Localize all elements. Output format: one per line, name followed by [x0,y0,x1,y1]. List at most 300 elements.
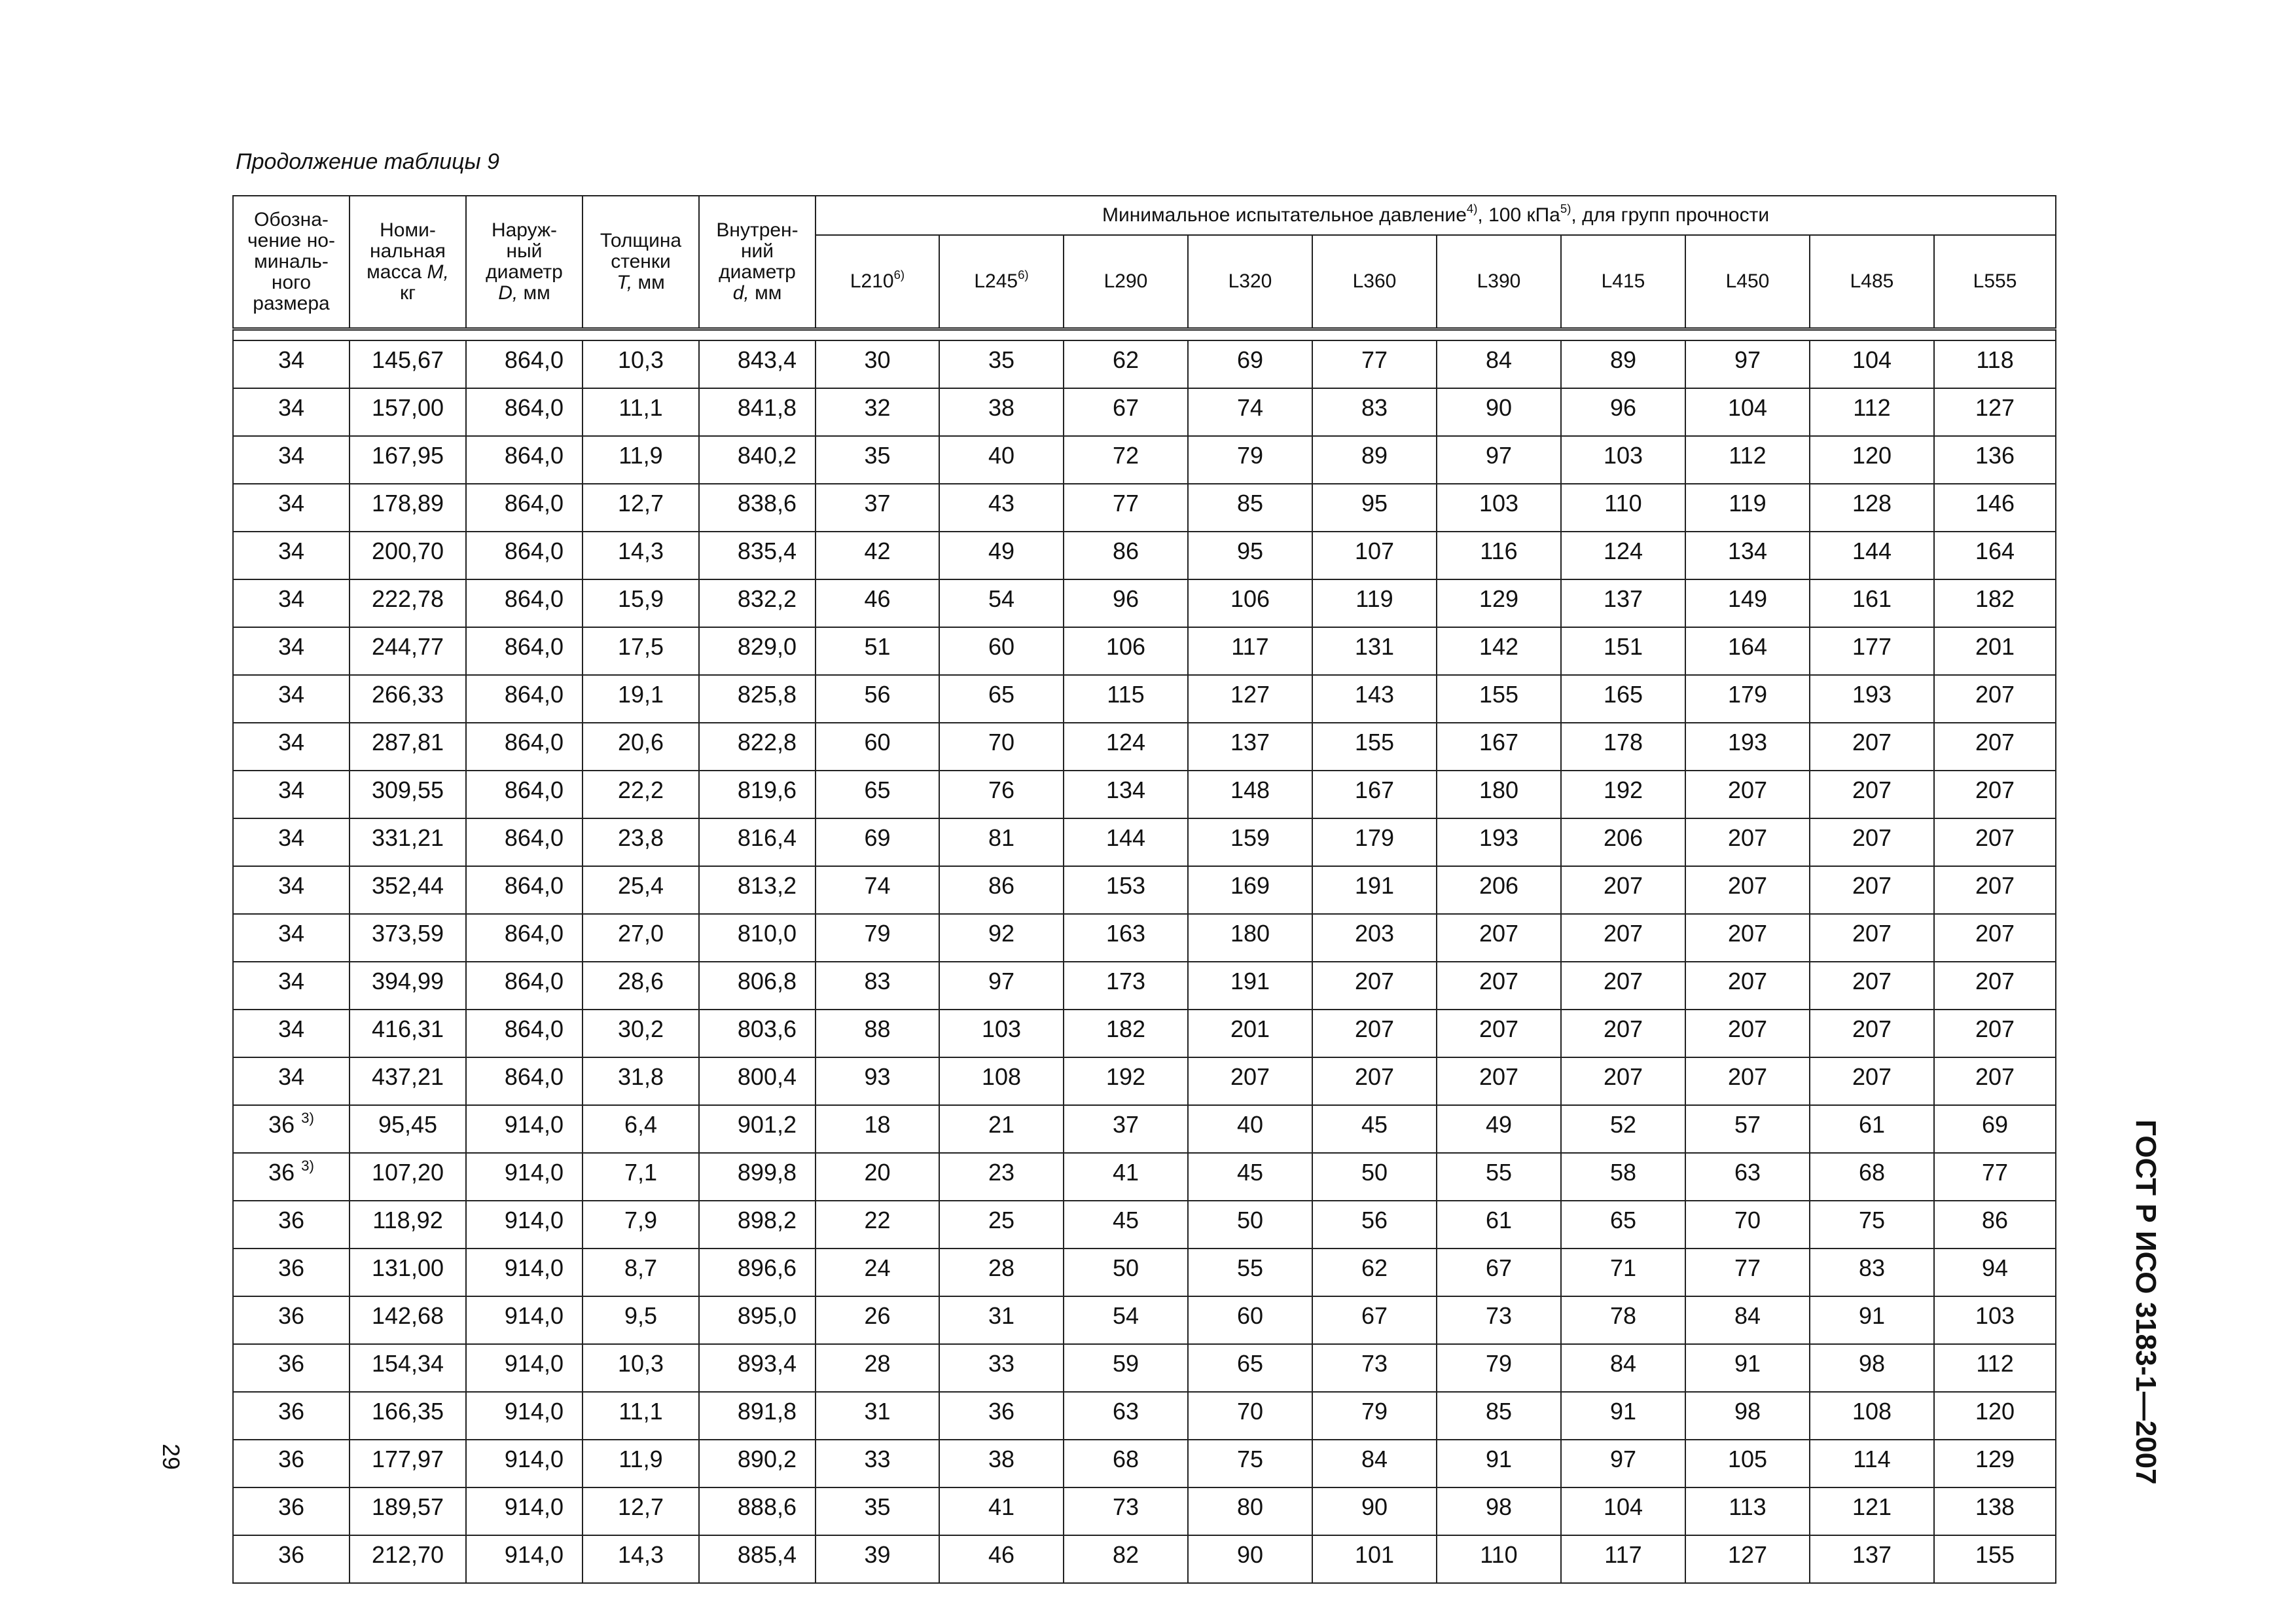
cell-nominal-mass: 118,92 [350,1201,466,1249]
cell-wall-thickness: 8,7 [583,1249,699,1296]
table-row [233,771,2056,818]
cell-test-pressure: 76 [939,771,1064,818]
table-row [233,579,2056,627]
cell-nominal-mass: 222,78 [350,579,466,627]
cell-inner-diameter: 841,8 [699,388,816,436]
cell-test-pressure: 63 [1064,1392,1188,1440]
cell-test-pressure: 91 [1685,1344,1810,1392]
cell-test-pressure: 73 [1437,1296,1561,1344]
cell-outer-diameter: 914,0 [466,1535,583,1583]
cell-test-pressure: 203 [1312,914,1437,962]
cell-test-pressure: 207 [1437,1010,1561,1057]
cell-test-pressure: 69 [1188,340,1312,388]
header-pressure-group [816,196,2056,235]
cell-designation [233,818,350,866]
cell-test-pressure: 77 [1312,340,1437,388]
cell-test-pressure: 148 [1188,771,1312,818]
page-number: 29 [158,1444,185,1470]
cell-test-pressure: 134 [1685,532,1810,579]
cell-wall-thickness: 31,8 [583,1057,699,1105]
header-designation-line-2: чение но- [247,230,335,251]
header-mass-line-3: масса [367,261,422,283]
cell-test-pressure: 91 [1810,1296,1934,1344]
header-inner-unit: мм [755,282,782,304]
cell-wall-thickness: 14,3 [583,1535,699,1583]
header-separator [233,329,2056,341]
cell-inner-diameter: 832,2 [699,579,816,627]
cell-inner-diameter: 819,6 [699,771,816,818]
cell-nominal-mass: 244,77 [350,627,466,675]
designation-value: 34 [278,490,305,517]
cell-test-pressure: 57 [1685,1105,1810,1153]
cell-inner-diameter: 890,2 [699,1440,816,1487]
cell-inner-diameter: 813,2 [699,866,816,914]
cell-wall-thickness: 23,8 [583,818,699,866]
table-row [233,1249,2056,1296]
cell-nominal-mass: 107,20 [350,1153,466,1201]
designation-value: 34 [278,394,305,421]
cell-designation [233,1249,350,1296]
header-inner-symbol: d, [732,282,749,304]
cell-test-pressure: 50 [1312,1153,1437,1201]
cell-outer-diameter: 864,0 [466,723,583,771]
designation-value: 34 [278,968,305,994]
cell-test-pressure: 65 [1188,1344,1312,1392]
cell-test-pressure: 98 [1810,1344,1934,1392]
cell-test-pressure: 74 [816,866,939,914]
cell-test-pressure: 86 [939,866,1064,914]
cell-designation [233,388,350,436]
header-inner-diameter [699,196,816,329]
cell-outer-diameter: 864,0 [466,818,583,866]
table-row [233,1487,2056,1535]
designation-value: 34 [278,681,305,708]
cell-test-pressure: 193 [1437,818,1561,866]
cell-wall-thickness: 11,9 [583,436,699,484]
grade-label: L450 [1725,270,1770,292]
header-mass-symbol: M, [427,261,449,283]
cell-test-pressure: 112 [1934,1344,2056,1392]
cell-designation [233,1344,350,1392]
cell-test-pressure: 79 [1312,1392,1437,1440]
designation-value: 36 [278,1350,305,1377]
cell-test-pressure: 180 [1188,914,1312,962]
cell-test-pressure: 207 [1934,1010,2056,1057]
cell-designation [233,1057,350,1105]
header-nominal-mass [350,196,466,329]
designation-value: 36 [278,1541,305,1568]
table-body [233,329,2056,1584]
header-outer-line-1: Наруж- [491,219,558,241]
grade-header [1561,235,1685,329]
header-mass-line-2: нальная [370,240,446,262]
cell-test-pressure: 46 [816,579,939,627]
cell-wall-thickness: 11,1 [583,388,699,436]
cell-test-pressure: 40 [1188,1105,1312,1153]
cell-test-pressure: 25 [939,1201,1064,1249]
cell-test-pressure: 86 [1064,532,1188,579]
cell-wall-thickness: 19,1 [583,675,699,723]
cell-test-pressure: 71 [1561,1249,1685,1296]
cell-test-pressure: 193 [1685,723,1810,771]
cell-test-pressure: 121 [1810,1487,1934,1535]
cell-test-pressure: 207 [1312,962,1437,1010]
table-row [233,1153,2056,1201]
cell-designation [233,1010,350,1057]
cell-test-pressure: 32 [816,388,939,436]
cell-test-pressure: 70 [1188,1392,1312,1440]
cell-nominal-mass: 266,33 [350,675,466,723]
cell-test-pressure: 33 [816,1440,939,1487]
designation-value: 34 [278,776,305,803]
cell-test-pressure: 192 [1561,771,1685,818]
cell-test-pressure: 45 [1064,1201,1188,1249]
cell-test-pressure: 177 [1810,627,1934,675]
cell-test-pressure: 127 [1188,675,1312,723]
cell-test-pressure: 37 [816,484,939,532]
grade-header [1312,235,1437,329]
cell-test-pressure: 45 [1312,1105,1437,1153]
cell-designation [233,866,350,914]
designation-value: 36 [278,1493,305,1520]
cell-outer-diameter: 864,0 [466,914,583,962]
cell-wall-thickness: 12,7 [583,1487,699,1535]
table-row [233,1344,2056,1392]
cell-nominal-mass: 142,68 [350,1296,466,1344]
cell-test-pressure: 182 [1064,1010,1188,1057]
cell-test-pressure: 178 [1561,723,1685,771]
cell-test-pressure: 167 [1437,723,1561,771]
cell-test-pressure: 94 [1934,1249,2056,1296]
cell-test-pressure: 207 [1561,1010,1685,1057]
cell-designation [233,1535,350,1583]
cell-designation [233,914,350,962]
cell-test-pressure: 207 [1685,866,1810,914]
designation-value: 34 [278,442,305,469]
cell-test-pressure: 173 [1064,962,1188,1010]
cell-test-pressure: 192 [1064,1057,1188,1105]
cell-designation [233,1440,350,1487]
cell-test-pressure: 42 [816,532,939,579]
cell-test-pressure: 179 [1312,818,1437,866]
cell-test-pressure: 129 [1437,579,1561,627]
cell-test-pressure: 97 [1437,436,1561,484]
cell-test-pressure: 55 [1437,1153,1561,1201]
designation-value: 36 [278,1446,305,1472]
grade-header [1810,235,1934,329]
cell-test-pressure: 136 [1934,436,2056,484]
cell-test-pressure: 124 [1561,532,1685,579]
cell-inner-diameter: 888,6 [699,1487,816,1535]
cell-test-pressure: 144 [1810,532,1934,579]
cell-inner-diameter: 896,6 [699,1249,816,1296]
cell-test-pressure: 207 [1561,866,1685,914]
header-designation [233,196,350,329]
cell-test-pressure: 35 [816,1487,939,1535]
cell-test-pressure: 120 [1934,1392,2056,1440]
cell-test-pressure: 112 [1685,436,1810,484]
cell-outer-diameter: 914,0 [466,1344,583,1392]
header-designation-line-4: ного [271,272,312,293]
cell-test-pressure: 33 [939,1344,1064,1392]
cell-outer-diameter: 864,0 [466,340,583,388]
cell-nominal-mass: 373,59 [350,914,466,962]
cell-test-pressure: 38 [939,388,1064,436]
cell-outer-diameter: 914,0 [466,1201,583,1249]
cell-test-pressure: 78 [1561,1296,1685,1344]
cell-test-pressure: 155 [1934,1535,2056,1583]
cell-test-pressure: 35 [939,340,1064,388]
header-designation-line-1: Обозна- [254,209,329,230]
header-inner-line-2: ний [740,240,774,262]
header-outer-line-3: диаметр [486,261,563,283]
cell-wall-thickness: 28,6 [583,962,699,1010]
cell-inner-diameter: 891,8 [699,1392,816,1440]
cell-test-pressure: 74 [1188,388,1312,436]
cell-test-pressure: 151 [1561,627,1685,675]
cell-designation [233,532,350,579]
cell-test-pressure: 207 [1934,914,2056,962]
cell-test-pressure: 77 [1685,1249,1810,1296]
cell-test-pressure: 31 [939,1296,1064,1344]
cell-test-pressure: 127 [1685,1535,1810,1583]
cell-inner-diameter: 893,4 [699,1344,816,1392]
cell-test-pressure: 179 [1685,675,1810,723]
header-wall-line-2: стенки [611,251,671,272]
cell-nominal-mass: 166,35 [350,1392,466,1440]
cell-test-pressure: 120 [1810,436,1934,484]
cell-test-pressure: 79 [816,914,939,962]
cell-test-pressure: 207 [1561,1057,1685,1105]
header-mass-line-1: Номи- [380,219,436,241]
cell-outer-diameter: 864,0 [466,771,583,818]
header-pressure-note-1: 4) [1466,202,1478,216]
cell-test-pressure: 65 [1561,1201,1685,1249]
cell-designation [233,1296,350,1344]
table-row [233,1105,2056,1153]
cell-test-pressure: 63 [1685,1153,1810,1201]
cell-test-pressure: 54 [939,579,1064,627]
cell-test-pressure: 84 [1685,1296,1810,1344]
cell-wall-thickness: 20,6 [583,723,699,771]
cell-nominal-mass: 309,55 [350,771,466,818]
cell-wall-thickness: 15,9 [583,579,699,627]
cell-test-pressure: 85 [1437,1392,1561,1440]
cell-test-pressure: 22 [816,1201,939,1249]
cell-outer-diameter: 864,0 [466,388,583,436]
header-wall-line-1: Толщина [600,230,682,251]
cell-inner-diameter: 838,6 [699,484,816,532]
cell-designation [233,484,350,532]
cell-test-pressure: 207 [1810,914,1934,962]
cell-test-pressure: 65 [939,675,1064,723]
cell-test-pressure: 207 [1685,914,1810,962]
cell-outer-diameter: 914,0 [466,1105,583,1153]
header-mass-unit: кг [399,282,416,304]
cell-test-pressure: 137 [1810,1535,1934,1583]
cell-inner-diameter: 806,8 [699,962,816,1010]
cell-test-pressure: 83 [816,962,939,1010]
cell-designation [233,1392,350,1440]
cell-test-pressure: 207 [1685,771,1810,818]
table-row [233,723,2056,771]
cell-test-pressure: 124 [1064,723,1188,771]
grade-label: L245 [974,270,1018,292]
cell-test-pressure: 85 [1188,484,1312,532]
cell-test-pressure: 59 [1064,1344,1188,1392]
cell-test-pressure: 164 [1685,627,1810,675]
cell-test-pressure: 69 [816,818,939,866]
grade-header [816,235,939,329]
pipe-pressure-table-wrapper [232,195,2055,1584]
table-row [233,1392,2056,1440]
cell-test-pressure: 70 [1685,1201,1810,1249]
cell-test-pressure: 98 [1437,1487,1561,1535]
cell-designation [233,723,350,771]
cell-outer-diameter: 864,0 [466,484,583,532]
cell-test-pressure: 207 [1934,1057,2056,1105]
cell-test-pressure: 56 [816,675,939,723]
cell-test-pressure: 91 [1437,1440,1561,1487]
cell-outer-diameter: 864,0 [466,1057,583,1105]
cell-test-pressure: 161 [1810,579,1934,627]
cell-wall-thickness: 22,2 [583,771,699,818]
cell-test-pressure: 137 [1188,723,1312,771]
designation-footnote: 3) [301,1109,314,1126]
cell-test-pressure: 86 [1934,1201,2056,1249]
cell-test-pressure: 201 [1188,1010,1312,1057]
cell-test-pressure: 40 [939,436,1064,484]
cell-test-pressure: 104 [1561,1487,1685,1535]
cell-nominal-mass: 331,21 [350,818,466,866]
cell-test-pressure: 134 [1064,771,1188,818]
cell-test-pressure: 68 [1810,1153,1934,1201]
cell-test-pressure: 110 [1561,484,1685,532]
cell-test-pressure: 97 [939,962,1064,1010]
cell-test-pressure: 52 [1561,1105,1685,1153]
cell-test-pressure: 30 [816,340,939,388]
cell-test-pressure: 119 [1312,579,1437,627]
cell-designation [233,771,350,818]
cell-test-pressure: 28 [816,1344,939,1392]
cell-test-pressure: 206 [1561,818,1685,866]
cell-test-pressure: 67 [1437,1249,1561,1296]
table-row [233,866,2056,914]
cell-test-pressure: 207 [1312,1057,1437,1105]
cell-test-pressure: 73 [1064,1487,1188,1535]
cell-test-pressure: 62 [1312,1249,1437,1296]
cell-designation [233,627,350,675]
cell-wall-thickness: 14,3 [583,532,699,579]
cell-designation [233,1201,350,1249]
cell-test-pressure: 207 [1685,962,1810,1010]
cell-designation [233,436,350,484]
cell-test-pressure: 105 [1685,1440,1810,1487]
cell-test-pressure: 90 [1188,1535,1312,1583]
cell-test-pressure: 207 [1934,675,2056,723]
cell-test-pressure: 51 [816,627,939,675]
designation-value: 34 [278,346,305,373]
cell-test-pressure: 97 [1685,340,1810,388]
cell-outer-diameter: 914,0 [466,1249,583,1296]
cell-test-pressure: 45 [1188,1153,1312,1201]
cell-test-pressure: 206 [1437,866,1561,914]
cell-test-pressure: 201 [1934,627,2056,675]
cell-test-pressure: 104 [1810,340,1934,388]
cell-test-pressure: 93 [816,1057,939,1105]
grade-header [1064,235,1188,329]
grade-note: 6) [893,268,905,282]
cell-inner-diameter: 829,0 [699,627,816,675]
cell-test-pressure: 21 [939,1105,1064,1153]
cell-test-pressure: 155 [1437,675,1561,723]
cell-outer-diameter: 914,0 [466,1440,583,1487]
table-row [233,962,2056,1010]
pipe-pressure-table [232,195,2056,1584]
header-inner-line-3: диаметр [719,261,796,283]
designation-value: 34 [278,633,305,660]
table-row [233,340,2056,388]
designation-value: 36 [278,1207,305,1233]
cell-test-pressure: 37 [1064,1105,1188,1153]
cell-test-pressure: 107 [1312,532,1437,579]
cell-test-pressure: 95 [1188,532,1312,579]
cell-outer-diameter: 864,0 [466,532,583,579]
cell-designation [233,579,350,627]
header-outer-symbol: D, [498,282,518,304]
grade-label: L360 [1352,270,1397,292]
cell-wall-thickness: 17,5 [583,627,699,675]
cell-inner-diameter: 899,8 [699,1153,816,1201]
cell-test-pressure: 28 [939,1249,1064,1296]
cell-test-pressure: 106 [1188,579,1312,627]
cell-test-pressure: 89 [1312,436,1437,484]
cell-test-pressure: 110 [1437,1535,1561,1583]
cell-test-pressure: 207 [1685,1010,1810,1057]
designation-value: 34 [278,1015,305,1042]
cell-test-pressure: 26 [816,1296,939,1344]
cell-designation [233,1487,350,1535]
cell-test-pressure: 116 [1437,532,1561,579]
cell-test-pressure: 207 [1188,1057,1312,1105]
cell-test-pressure: 75 [1810,1201,1934,1249]
cell-test-pressure: 146 [1934,484,2056,532]
table-row [233,675,2056,723]
cell-designation [233,675,350,723]
designation-footnote: 3) [301,1157,314,1174]
cell-nominal-mass: 189,57 [350,1487,466,1535]
header-outer-unit: мм [523,282,550,304]
cell-test-pressure: 207 [1934,962,2056,1010]
cell-test-pressure: 50 [1188,1201,1312,1249]
cell-test-pressure: 18 [816,1105,939,1153]
cell-nominal-mass: 145,67 [350,340,466,388]
cell-test-pressure: 69 [1934,1105,2056,1153]
cell-wall-thickness: 25,4 [583,866,699,914]
cell-outer-diameter: 864,0 [466,1010,583,1057]
cell-inner-diameter: 825,8 [699,675,816,723]
cell-test-pressure: 84 [1437,340,1561,388]
cell-test-pressure: 149 [1685,579,1810,627]
grade-note: 6) [1018,268,1029,282]
grade-label: L390 [1477,270,1521,292]
cell-outer-diameter: 864,0 [466,962,583,1010]
cell-inner-diameter: 901,2 [699,1105,816,1153]
designation-value: 34 [278,729,305,756]
header-wall-thickness [583,196,699,329]
cell-inner-diameter: 800,4 [699,1057,816,1105]
header-designation-line-3: миналь- [254,251,329,272]
